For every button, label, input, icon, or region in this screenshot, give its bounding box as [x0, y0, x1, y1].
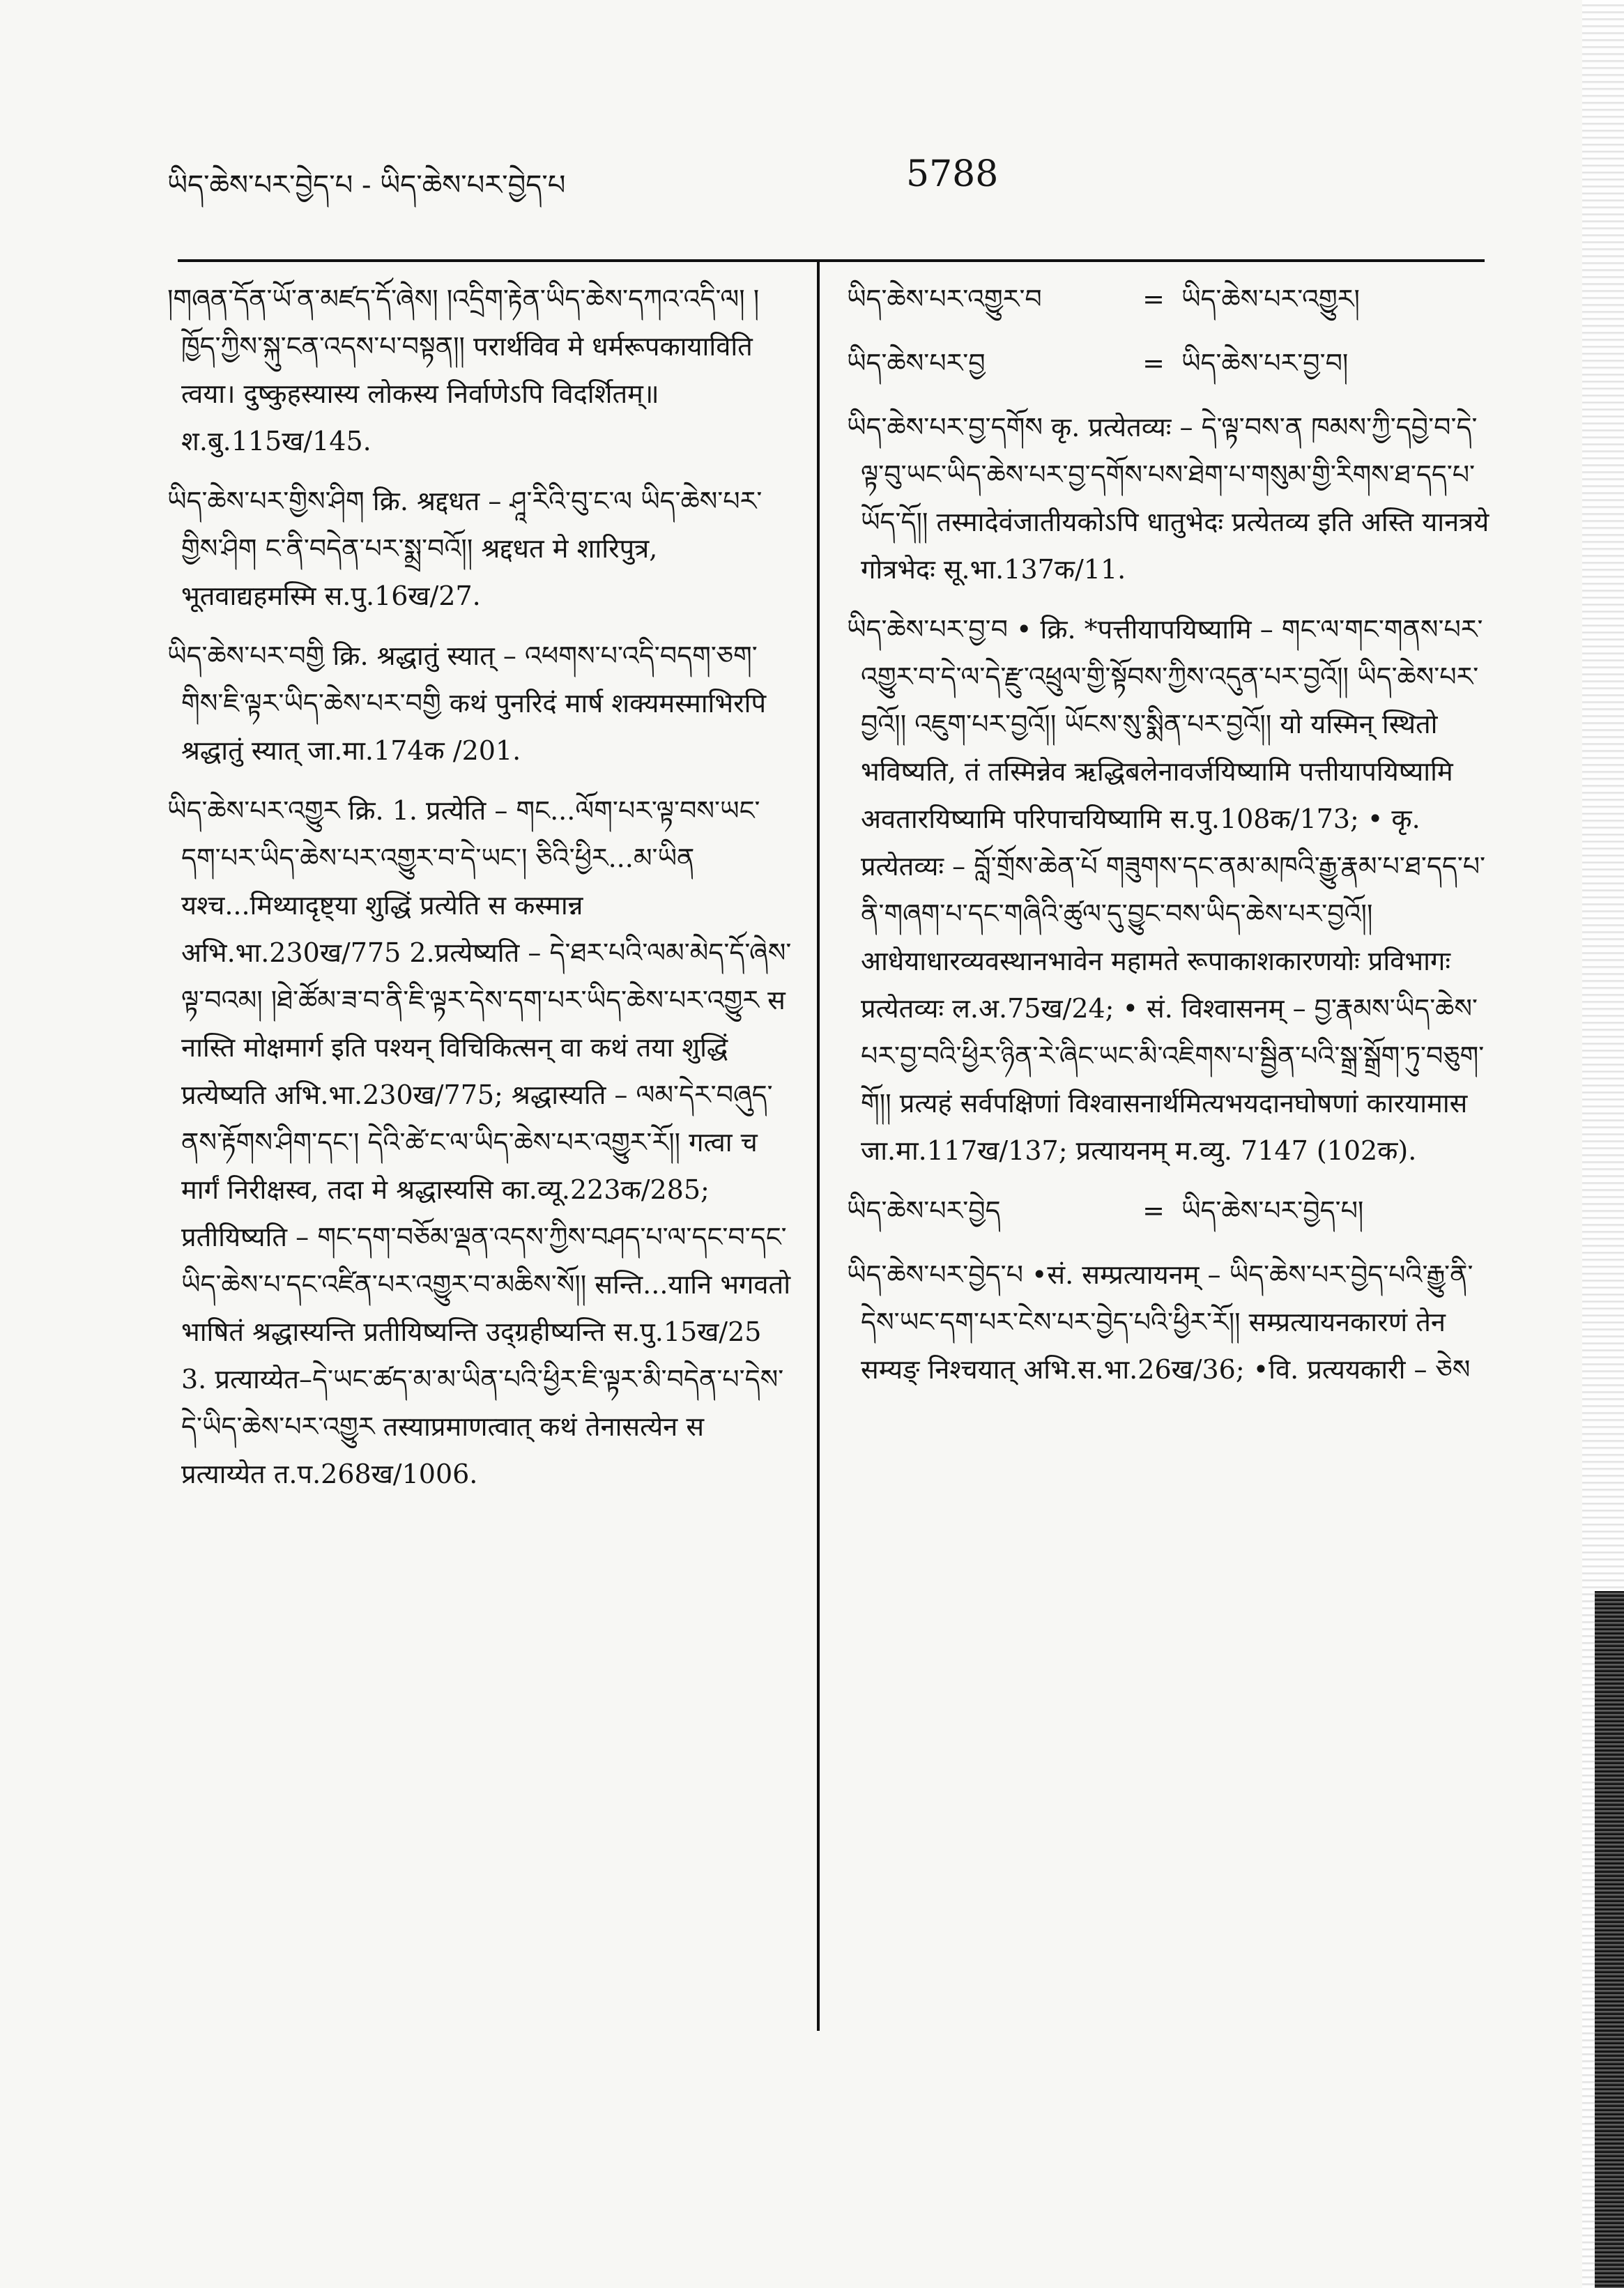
page-header	[167, 139, 1499, 202]
left-column	[167, 275, 795, 1510]
header-rule	[178, 259, 1485, 262]
equals-sign: =	[1142, 348, 1165, 378]
equivalence-row	[847, 339, 1499, 387]
equivalence-row	[847, 275, 1499, 323]
equivalence-left: ཡིད་ཆེས་པར་བྱ	[847, 348, 986, 378]
scan-edge-shadow	[1595, 1591, 1624, 2288]
dictionary-entry: ཡིད་ཆེས་པར་འགྱུར क्रि. 1. प्रत्येति – གང...ལོག་པར་ལྟ་བས་ཡང་དག་པར་ཡིད་ཆེས་པར་འགྱུར་བ་དེ་ཡང་། ཅིའི་ཕྱིར...མ་ཡིན यश्च...मिथ्यादृष्ट्या शुद्धिं प्रत्येति स कस्मान्न अभि.भा.230ख/775 2.प्रत्येष्यति – དེ་ཐར་པའི་ལམ་མེད་དོ་ཞེས་ལྟ་བའམ། །ཐེ་ཚོམ་ཟ་བ་ནི་ཇི་ལྟར་དེས་དག་པར་ཡིད་ཆེས་པར་འགྱུར स नास्ति मोक्षमार्ग इति पश्यन् विचिकित्सन् वा कथं तया शुद्धिं प्रत्येष्यति अभि.भा.230ख/775; श्रद्धास्यति – ལམ་དེར་བཞུད་ནས་རྟོགས་ཤིག་དང་། དེའི་ཚེ་ང་ལ་ཡིད་ཆེས་པར་འགྱུར་རོ།། गत्वा च मार्गं निरीक्षस्व, तदा मे श्रद्धास्यसि का.व्यू.223क/285; प्रतीयिष्यति – གང་དག་བཅོམ་ལྡན་འདས་ཀྱིས་བཤད་པ་ལ་དང་བ་དང་ཡིད་ཆེས་པ་དང་འཛིན་པར་འགྱུར་བ་མཆིས་སོ།། सन्ति...यानि भगवतो भाषितं श्रद्धास्यन्ति प्रतीयिष्यन्ति उद्ग्रहीष्यन्ति स.पु.15ख/25 3. प्रत्याय्येत–དེ་ཡང་ཚད་མ་མ་ཡིན་པའི་ཕྱིར་ཇི་ལྟར་མི་བདེན་པ་དེས་དེ་ཡིད་ཆེས་པར་འགྱུར तस्याप्रमाणत्वात् कथं तेनासत्येन स प्रत्याय्येत त.प.268ख/1006.	[167, 795, 792, 1489]
equivalence-row	[847, 1187, 1499, 1234]
equivalence-left: ཡིད་ཆེས་པར་བྱེད	[847, 1195, 1001, 1226]
equals-sign: =	[1142, 284, 1165, 314]
right-column	[847, 275, 1499, 1406]
running-title: ཡིད་ཆེས་པར་བྱེད་པ - ཡིད་ཆེས་པར་བྱེད་པ	[167, 169, 566, 201]
dictionary-entry: ཡིད་ཆེས་པར་བགྱི क्रि. श्रद्धातुं स्यात् – འཕགས་པ་འདི་བདག་ཅག་གིས་ཇི་ལྟར་ཡིད་ཆེས་པར་བགྱི कथं पुनरिदं मार्ष शक्यमस्माभिरपि श्रद्धातुं स्यात् जा.मा.174क /201.	[167, 640, 767, 766]
dictionary-entry: ཡིད་ཆེས་པར་བྱེད་པ •सं. सम्प्रत्यायनम् – ཡིད་ཆེས་པར་བྱེད་པའི་རྒྱུ་ནི་དེས་ཡང་དག་པར་ངེས་པར་བྱེད་པའི་ཕྱིར་རོ།། सम्प्रत्यायनकारणं तेन सम्यङ् निश्चयात् अभि.स.भा.26ख/36; •वि. प्रत्ययकारी – ཅེས	[847, 1259, 1473, 1385]
dictionary-entry: ཡིད་ཆེས་པར་བྱ་དགོས कृ. प्रत्येतव्यः – དེ་ལྟ་བས་ན ཁམས་ཀྱི་དབྱེ་བ་དེ་ལྟ་བུ་ཡང་ཡིད་ཆེས་པར་བྱ་དགོས་པས་ཐེག་པ་གསུམ་གྱི་རིགས་ཐ་དད་པ་ཡོད་དོ།། तस्मादेवंजातीयकोऽपि धातुभेदः प्रत्येतव्य इति अस्ति यानत्रये गोत्रभेदः सू.भा.137क/11.	[847, 412, 1489, 585]
dictionary-entry: །གཞན་དོན་ཡོ་ན་མཛད་དོ་ཞེས། །འདྲིག་རྟེན་ཡིད་ཆེས་དཀའ་འདི་ལ། །ཁྱོད་ཀྱིས་སྐུ་ངན་འདས་པ་བསྟན།། परार्थविव मे धर्मरूपकायाविति त्वया। दुष्कुहस्यास्य लोकस्य निर्वाणेऽपि विदर्शितम्॥ श.बु.115ख/145.	[167, 284, 760, 456]
equivalence-right: ཡིད་ཆེས་པར་འགྱུར།	[1181, 284, 1360, 314]
dictionary-entry: ཡིད་ཆེས་པར་བྱ་བ • क्रि. *पत्तीयापयिष्यामि – གང་ལ་གང་གནས་པར་འགྱུར་བ་དེ་ལ་དེ་རྫུ་འཕྲུལ་གྱི་སྟོབས་ཀྱིས་འདུན་པར་བྱའོ།། ཡིད་ཆེས་པར་བྱའོ།། འཇུག་པར་བྱའོ།། ཡོངས་སུ་སྨིན་པར་བྱའོ།། यो यस्मिन् स्थितो भविष्यति, तं तस्मिन्नेव ऋद्धिबलेनावर्जयिष्यामि पत्तीयापयिष्यामि अवतारयिष्यामि परिपाचयिष्यामि स.पु.108क/173; • कृ. प्रत्येतव्यः – བློ་གྲོས་ཆེན་པོ གཟུགས་དང་ནམ་མཁའི་རྒྱུ་རྣམ་པ་ཐ་དད་པ་ནི་གཞག་པ་དང་གཞིའི་ཚུལ་དུ་བྱུང་བས་ཡིད་ཆེས་པར་བྱའོ།། आधेयाधारव्यवस्थानभावेन महामते रूपाकाशकारणयोः प्रविभागः प्रत्येतव्यः ल.अ.75ख/24; • सं. विश्वासनम् – བྱ་རྣམས་ཡིད་ཆེས་པར་བྱ་བའི་ཕྱིར་ཉིན་རེ་ཞིང་ཡང་མི་འཇིགས་པ་སྦྱིན་པའི་སྒྲ་སྒྲོག་ཏུ་བཅུག་གོ།། प्रत्यहं सर्वपक्षिणां विश्वासनार्थमित्यभयदानघोषणां कारयामास जा.मा.117ख/137; प्रत्यायनम् म.व्यु. 7147 (102क).	[847, 614, 1486, 1166]
equals-sign: =	[1142, 1195, 1165, 1226]
equivalence-right: ཡིད་ཆེས་པར་བྱ་བ།	[1181, 348, 1349, 378]
page-number: 5788	[906, 153, 999, 195]
column-divider	[817, 261, 820, 2031]
equivalence-right: ཡིད་ཆེས་པར་བྱེད་པ།	[1181, 1195, 1364, 1226]
dictionary-entry: ཡིད་ཆེས་པར་གྱིས་ཤིག क्रि. श्रद्दधत – ཤཱ་རིའི་བུ་ང་ལ ཡིད་ཆེས་པར་གྱིས་ཤིག ང་ནི་བདེན་པར་སྨྲ་བའོ།། श्रद्दधत मे शारिपुत्र, भूतवाद्यहमस्मि स.पु.16ख/27.	[167, 486, 763, 611]
equivalence-left: ཡིད་ཆེས་པར་འགྱུར་བ	[847, 284, 1042, 314]
